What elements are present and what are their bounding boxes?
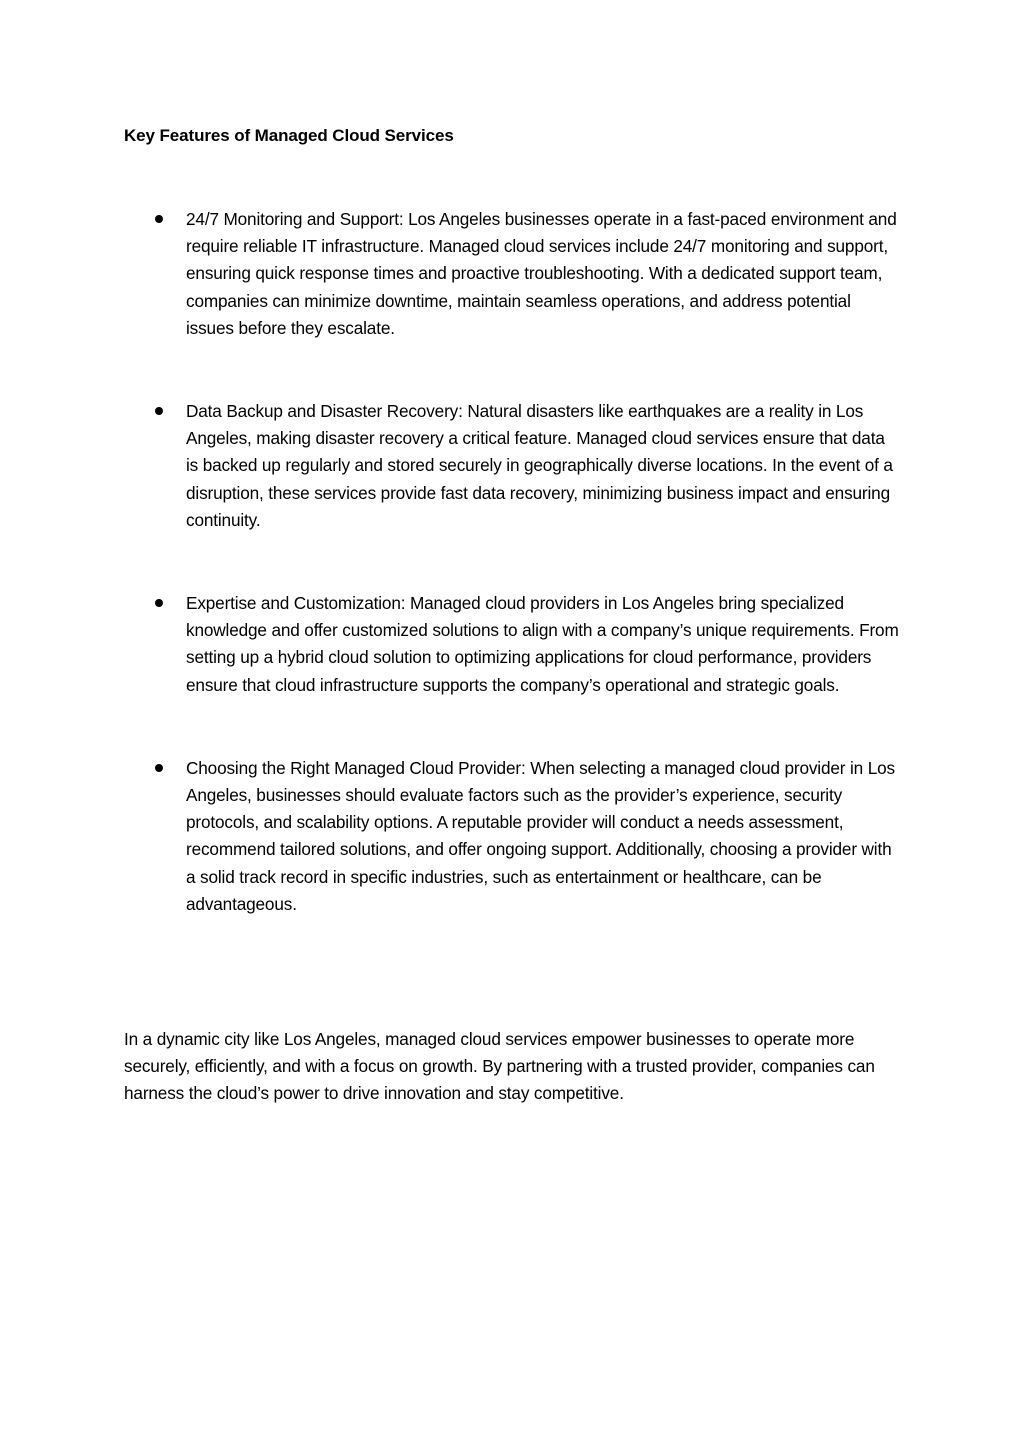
bullet-icon: [155, 599, 163, 607]
page-heading: Key Features of Managed Cloud Services: [124, 126, 454, 145]
list-item-text: Expertise and Customization: Managed cloud providers in Los Angeles bring specialized knowledge and offer customized solutions to align with a company’s unique requirements. From setting up a hybrid cloud solution to optimizing applications for cloud performance, providers ensure that cloud infrastructure supports the company’s operational and strategic goals.: [186, 593, 899, 695]
list-item-text: 24/7 Monitoring and Support: Los Angeles businesses operate in a fast-paced environment and require reliable IT infrastructure. Managed cloud services include 24/7 monitoring and support, ensuring quick response times and proactive troubleshooting. With a dedicated support team, companies can minimize downtime, maintain seamless operations, and address potential issues before they escalate.: [186, 209, 897, 338]
list-item: [124, 590, 899, 699]
list-item: [124, 398, 899, 534]
list-item-text: Data Backup and Disaster Recovery: Natural disasters like earthquakes are a reality in Los Angeles, making disaster recovery a critical feature. Managed cloud services ensure that data is backed up regularly and stored securely in geographically diverse locations. In the event of a disruption, these services provide fast data recovery, minimizing business impact and ensuring continuity.: [186, 401, 893, 530]
bullet-icon: [155, 215, 163, 223]
bullet-icon: [155, 407, 163, 415]
list-item: [124, 755, 899, 918]
bullet-icon: [155, 764, 163, 772]
feature-list: [124, 206, 899, 918]
list-item: [124, 206, 899, 342]
list-item-text: Choosing the Right Managed Cloud Provider: When selecting a managed cloud provider in Los Angeles, businesses should evaluate factors such as the provider’s experience, security protocols, and scalability options. A reputable provider will conduct a needs assessment, recommend tailored solutions, and offer ongoing support. Additionally, choosing a provider with a solid track record in specific industries, such as entertainment or healthcare, can be advantageous.: [186, 757, 895, 914]
closing-paragraph: In a dynamic city like Los Angeles, managed cloud services empower businesses to operate more securely, efficiently, and with a focus on growth. By partnering with a trusted provider, companies can harness the cloud’s power to drive innovation and stay competitive.: [124, 1029, 875, 1104]
